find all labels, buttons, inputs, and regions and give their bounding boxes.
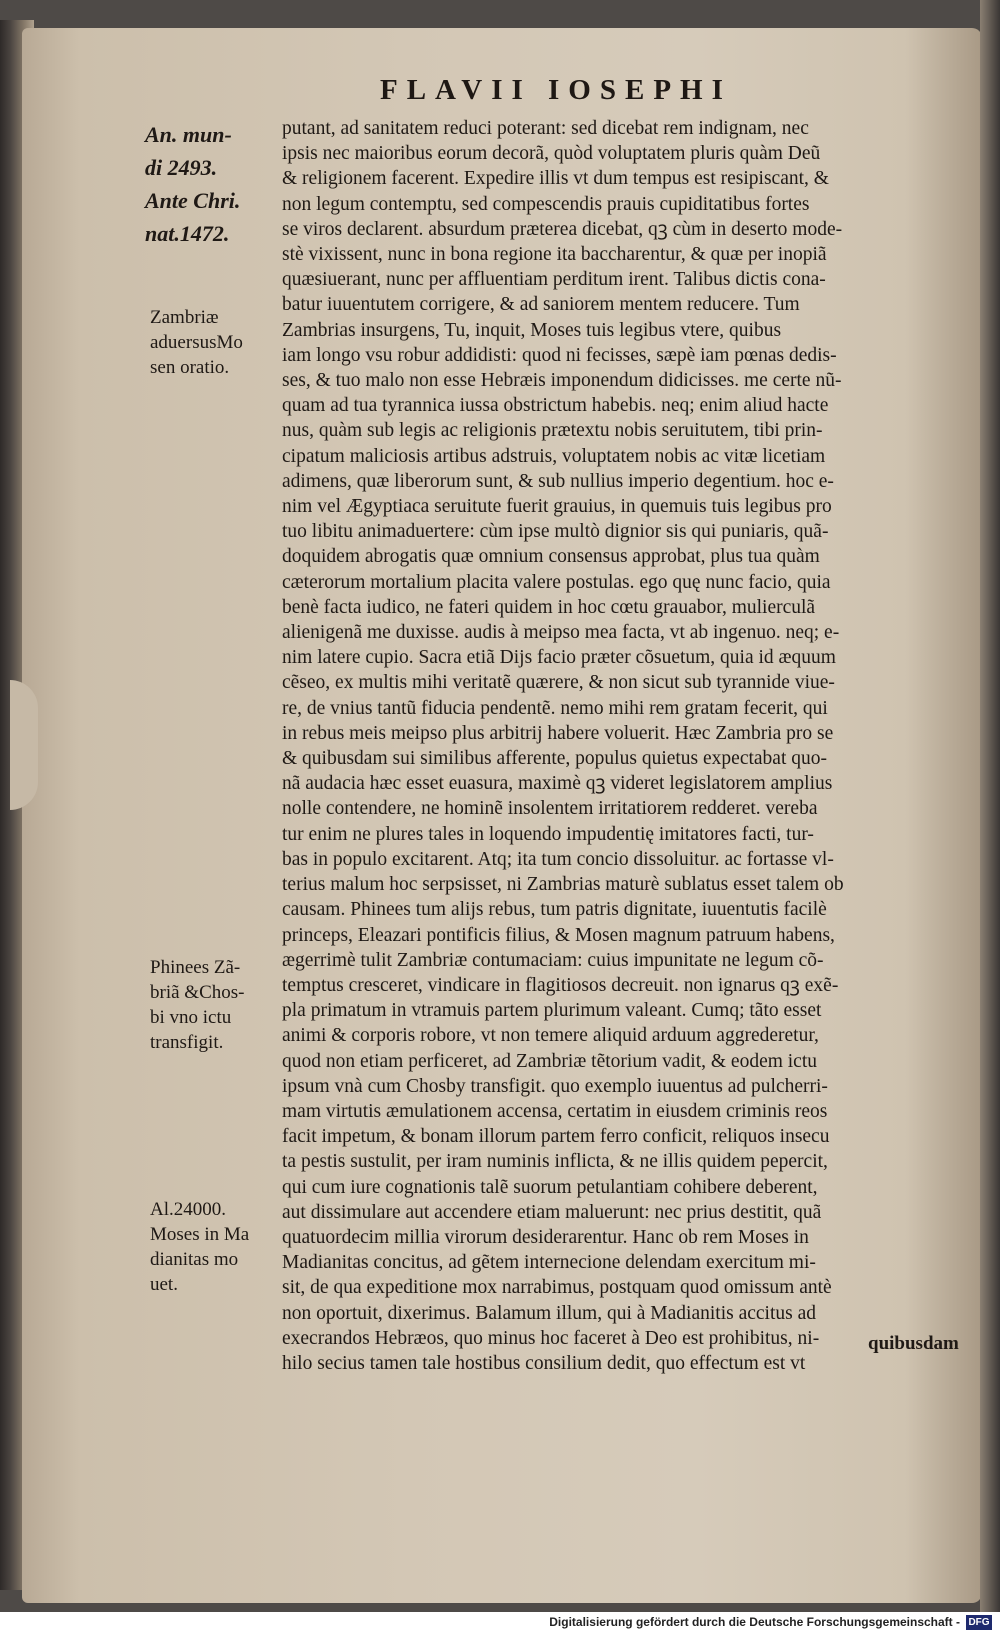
text-line: cæterorum mortalium placita valere postulas. ego quę nunc facio, quia <box>282 571 831 593</box>
running-header: FLAVII IOSEPHI <box>380 74 732 106</box>
text-line: nim latere cupio. Sacra etiã Dijs facio præter cõsuetum, quia id æquum <box>282 647 836 669</box>
text-line: benè facta iudico, ne fateri quidem in hoc cœtu grauabor, mulierculã <box>282 596 816 618</box>
text-line: doquidem abrogatis quæ omnium consensus approbat, plus tua quàm <box>282 546 820 568</box>
text-line: ægerrimè tulit Zambriæ contumaciam: cuius impunitate ne legum cõ- <box>282 949 824 971</box>
margin-line: aduersusMo <box>150 332 243 353</box>
text-line: nim vel Ægyptiaca seruitute fuerit grauius, in quemuis tuis legibus pro <box>282 496 832 518</box>
text-line: bas in populo excitarent. Atq; ita tum concio dissoluitur. ac fortasse vl- <box>282 848 834 870</box>
text-line: batur iuuentutem corrigere, & ad saniorem mentem reducere. Tum <box>282 294 800 316</box>
text-line: quam ad tua tyrannica iussa obstrictum habebis. neq; enim aliud hacte <box>282 395 829 417</box>
margin-line: sen oratio. <box>150 357 230 378</box>
text-line: non legum contemptu, sed compescendis prauis cupiditatibus fortes <box>282 193 810 215</box>
text-line: & quibusdam sui similibus afferente, populus quietus expectabat quo- <box>282 748 828 770</box>
digitization-footer <box>0 1612 1000 1634</box>
text-line: ipsis nec maioribus eorum decorã, quòd voluptatem pluris quàm Deũ <box>282 143 821 165</box>
text-line: Zambrias insurgens, Tu, inquit, Moses tuis legibus vtere, quibus <box>282 319 782 341</box>
book-right-edge <box>980 0 1000 1634</box>
text-line: temptus cresceret, vindicare in flagitiosos decreuit. non ignarus qꝫ exẽ- <box>282 974 839 996</box>
text-line: quod non etiam perficeret, ad Zambriæ tẽtorium vadit, & eodem ictu <box>282 1050 818 1072</box>
footer-text: Digitalisierung gefördert durch die Deutsche Forschungsgemeinschaft - <box>549 1615 960 1629</box>
margin-line: Zambriæ <box>150 307 219 328</box>
text-line: ses, & tuo malo non esse Hebræis imponendum didicisses. me certe nũ- <box>282 370 842 392</box>
catchword: quibusdam <box>868 1333 959 1354</box>
margin-note-date <box>145 118 240 250</box>
margin-line: uet. <box>150 1274 178 1295</box>
margin-line: transfigit. <box>150 1032 224 1053</box>
text-line: & religionem facerent. Expedire illis vt dum tempus est resipiscant, & <box>282 168 829 190</box>
text-line: princeps, Eleazari pontificis filius, & Mosen magnum patruum habens, <box>282 924 835 946</box>
text-line: quæsiuerant, nunc per affluentiam perditum irent. Talibus dictis cona- <box>282 269 826 291</box>
margin-line: An. mun- <box>145 122 232 147</box>
margin-line: dianitas mo <box>150 1249 239 1270</box>
book-clasp <box>10 680 38 810</box>
margin-line: Al.24000. <box>150 1199 226 1220</box>
margin-line: Ante Chri. <box>145 188 241 213</box>
text-line: ta pestis sustulit, per iram numinis inflicta, & ne illis quidem pepercit, <box>282 1151 828 1173</box>
text-line: hilo secius tamen tale hostibus consilium dedit, quo effectum est vt <box>282 1352 806 1374</box>
text-line: re, de vnius tantũ fiducia pendentẽ. nemo mihi rem gratam fecerit, qui <box>282 697 828 719</box>
text-line: putant, ad sanitatem reduci poterant: sed dicebat rem indignam, nec <box>282 118 809 139</box>
text-line: alienigenã me duxisse. audis à meipso mea facta, vt ab ingenuo. neq; e- <box>282 622 840 644</box>
text-line: ipsum vnà cum Chosby transfigit. quo exemplo iuuentus ad pulcherri- <box>282 1075 828 1097</box>
text-line: facit impetum, & bonam illorum partem ferro conficit, reliquos insecu <box>282 1126 830 1148</box>
text-line: non oportuit, dixerimus. Balamum illum, qui à Madianitis accitus ad <box>282 1302 817 1324</box>
text-line: pla primatum in vtramuis partem plurimum valeant. Cumq; tãto esset <box>282 1000 822 1022</box>
text-line: tuo libitu animaduertere: cùm ipse multò dignior sis qui puniaris, quã- <box>282 521 829 543</box>
text-line: adimens, quæ liberorum sunt, & sub nullius imperio degentium. hoc e- <box>282 470 834 492</box>
text-line: terius malum hoc serpsisset, ni Zambrias maturè sublatus esset talem ob <box>282 874 844 896</box>
dfg-logo: DFG <box>966 1615 992 1630</box>
margin-note-phinees <box>150 955 244 1055</box>
text-line: quatuordecim millia virorum desiderarentur. Hanc ob rem Moses in <box>282 1226 809 1248</box>
text-line: se viros declarent. absurdum præterea dicebat, qꝫ cùm in deserto mode- <box>282 218 843 240</box>
text-line: nã audacia hæc esset euasura, maximè qꝫ videret legislatorem amplius <box>282 773 833 795</box>
margin-note-zambriae <box>150 305 243 380</box>
text-line: tur enim ne plures tales in loquendo impudentię imitatores facti, tur- <box>282 823 814 845</box>
margin-line: bi vno ictu <box>150 1007 232 1028</box>
text-line: animi & corporis robore, vt non temere aliquid arduum aggrederetur, <box>282 1025 819 1047</box>
text-line: cipatum maliciosis artibus adstruis, voluptatem nobis ac vitæ licetiam <box>282 445 826 467</box>
text-line: qui cum iure cognationis talẽ suorum petulantiam cohibere deberent, <box>282 1176 818 1198</box>
text-line: nus, quàm sub legis ac religionis prætextu nobis seruitutem, tibi prin- <box>282 420 823 442</box>
text-line: Madianitas concitus, ad gẽtem internecione delendam exercitum mi- <box>282 1252 816 1274</box>
text-line: execrandos Hebræos, quo minus hoc faceret à Deo est prohibitus, ni- <box>282 1327 820 1349</box>
text-line: causam. Phinees tum alijs rebus, tum patris dignitate, iuuentutis facilè <box>282 899 827 921</box>
margin-line: di 2493. <box>145 155 218 180</box>
text-line: aut dissimulare aut accendere etiam maluerunt: nec prius destitit, quã <box>282 1201 822 1223</box>
margin-line: Moses in Ma <box>150 1224 250 1245</box>
text-line: sit, de qua expeditione mox narrabimus, postquam quod omissum antè <box>282 1277 832 1299</box>
text-line: stè vixissent, nunc in bona regione ita baccharentur, & quæ per inopiã <box>282 244 827 266</box>
margin-note-al <box>150 1197 249 1297</box>
text-line: mam virtutis æmulationem accensa, certatim in eiusdem criminis reos <box>282 1100 828 1122</box>
text-line: iam longo vsu robur addidisti: quod ni fecisses, sæpè iam pœnas dedis- <box>282 344 837 366</box>
text-line: cẽseo, ex multis mihi veritatẽ quærere, & non sicut sub tyrannide viue- <box>282 672 835 694</box>
text-line: nolle contendere, ne hominẽ insolentem irritatiorem redderet. vereba <box>282 798 818 820</box>
text-line: in rebus meis meipso plus arbitrij habere voluerit. Hæc Zambria pro se <box>282 722 834 744</box>
margin-line: nat.1472. <box>145 221 230 246</box>
margin-line: Phinees Zã- <box>150 957 241 978</box>
margin-line: briã &Chos- <box>150 982 245 1003</box>
body-text <box>282 116 972 1376</box>
